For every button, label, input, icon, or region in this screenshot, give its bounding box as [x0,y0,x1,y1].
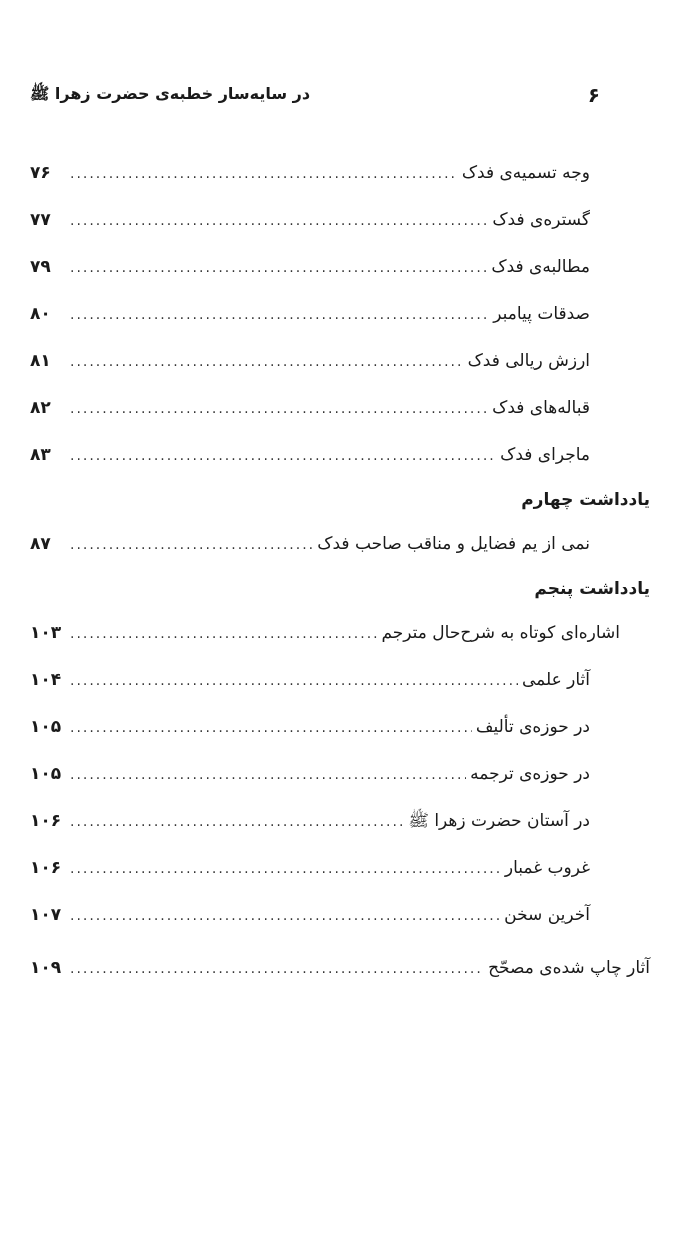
toc-entry-page: ۸۱ [30,351,51,371]
toc-leader-dots [70,799,404,846]
toc-entry-label: مطالبه‌ی فدک [491,257,590,277]
toc-entry-label: در آستان حضرت زهرا ﷺ [408,811,590,831]
toc-entry[interactable] [30,845,650,892]
toc-leader-dots [70,846,501,893]
toc-leader-dots [70,658,518,705]
toc-leader-dots [70,946,484,993]
table-of-contents [30,150,650,992]
toc-entry-label: آثار علمی [521,670,590,690]
toc-entry[interactable] [30,432,650,479]
toc-entry-page: ۷۶ [30,163,51,183]
toc-entry[interactable] [30,338,650,385]
toc-entry-page: ۱۰۴ [30,670,62,690]
toc-entry-page: ۱۰۷ [30,905,62,925]
toc-leader-dots [70,151,458,198]
toc-entry-label: در حوزه‌ی تألیف [475,717,590,737]
toc-entry-page: ۷۹ [30,257,51,277]
toc-leader-dots [70,893,500,940]
toc-entry-label: گستره‌ی فدک [492,210,590,230]
toc-leader-dots [70,752,466,799]
toc-entry-label: در حوزه‌ی ترجمه [470,764,590,784]
toc-entry-label: ماجرای فدک [500,445,590,465]
toc-entry-page: ۱۰۶ [30,858,62,878]
toc-leader-dots [70,292,489,339]
toc-leader-dots [70,611,377,658]
toc-entry-label: آثار چاپ شده‌ی مصحّح [488,958,650,978]
toc-leader-dots [70,339,464,386]
toc-entry[interactable] [30,704,650,751]
toc-entry-label: اشاره‌ای کوتاه به شرح‌حال مترجم [381,623,620,643]
toc-entry-page: ۱۰۹ [30,958,62,978]
toc-entry-page: ۸۳ [30,445,51,465]
toc-leader-dots [70,245,487,292]
toc-entry[interactable] [30,150,650,197]
toc-entry-label: آخرین سخن [504,905,590,925]
page-header [30,80,600,110]
toc-leader-dots [70,433,496,480]
toc-entry-page: ۱۰۵ [30,717,62,737]
toc-entry[interactable] [30,244,650,291]
toc-entry-page: ۸۰ [30,304,51,324]
toc-entry-label: وجه تسمیه‌ی فدک [461,163,590,183]
toc-leader-dots [70,198,488,245]
toc-entry[interactable] [30,385,650,432]
toc-entry-label: ارزش ریالی فدک [467,351,590,371]
running-title: در سایه‌سار خطبه‌ی حضرت زهرا ﷺ [30,83,311,103]
section-heading-5: یادداشت پنجم [534,579,650,599]
toc-entry[interactable] [30,657,650,704]
toc-entry-page: ۸۲ [30,398,51,418]
toc-leader-dots [70,705,472,752]
toc-entry[interactable] [30,197,650,244]
toc-entry-label: صدقات پیامبر [493,304,590,324]
toc-entry[interactable] [30,798,650,845]
toc-entry-page: ۱۰۶ [30,811,62,831]
toc-entry-label: قباله‌های فدک [492,398,590,418]
toc-entry[interactable] [30,945,650,992]
toc-entry[interactable] [30,892,650,939]
toc-entry-page: ۷۷ [30,210,51,230]
toc-entry[interactable] [30,751,650,798]
toc-entry-page: ۱۰۳ [30,623,62,643]
toc-entry-label: نمی از یم فضایل و مناقب صاحب فدک [317,534,590,554]
toc-entry-page: ۸۷ [30,534,51,554]
section-heading-4: یادداشت چهارم [521,490,650,510]
toc-leader-dots [70,522,313,569]
toc-entry[interactable] [30,291,650,338]
toc-entry[interactable] [30,521,650,568]
page-number: ۶ [587,83,600,107]
toc-entry-page: ۱۰۵ [30,764,62,784]
toc-entry[interactable] [30,610,650,657]
toc-entry-label: غروب غمبار [504,858,590,878]
toc-leader-dots [70,386,488,433]
